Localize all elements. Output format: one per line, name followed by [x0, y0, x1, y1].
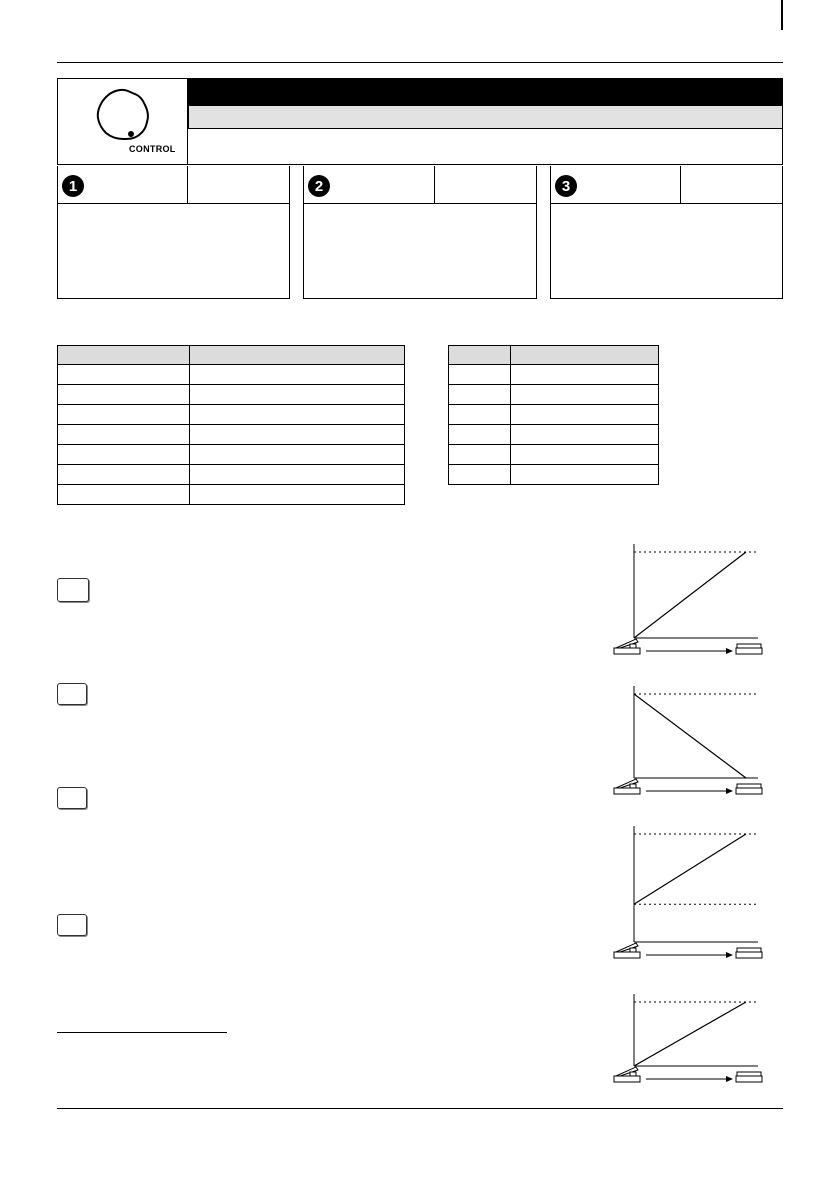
arrow-right-icon: [726, 788, 733, 794]
pedal-curve-graph: [612, 684, 772, 804]
panel-subtitle: [189, 111, 195, 123]
parameter-box-2: [303, 166, 537, 299]
table-row: [449, 465, 659, 485]
arrow-right-icon: [726, 648, 733, 654]
parameter-box-1: [57, 166, 290, 299]
table-row: [58, 465, 405, 485]
parameter-box-3: [550, 166, 783, 299]
arrow-right-icon: [726, 952, 733, 958]
panel-subtitle-bar: [188, 105, 783, 129]
table-row: [58, 385, 405, 405]
key-button-icon: [57, 914, 87, 936]
key-button-icon: [57, 683, 87, 705]
control-label: CONTROL: [129, 144, 176, 154]
pedal-curve-graph: [612, 540, 772, 662]
panel-title: [188, 84, 194, 98]
table-row: [58, 445, 405, 465]
pedal-toe-icon: [736, 644, 762, 654]
key-button-icon: [57, 787, 87, 809]
number-3-circle-icon: [554, 174, 578, 198]
series-line: [634, 834, 746, 904]
pedal-curve-graph: [612, 990, 772, 1090]
table-row: [449, 365, 659, 385]
key-button-icon: [57, 578, 89, 602]
series-line: [634, 552, 746, 638]
table-row: [449, 385, 659, 405]
number-1-circle-icon: [61, 174, 85, 198]
pedal-heel-icon: [614, 779, 640, 794]
footnote-rule: [57, 1032, 227, 1033]
table-row: [58, 485, 405, 505]
settings-table-right: [448, 345, 659, 485]
table-row: [58, 365, 405, 385]
panel-title-bar: [188, 78, 783, 105]
pedal-curve-graph: [612, 824, 772, 966]
pedal-toe-icon: [736, 784, 762, 794]
top-rule: [57, 62, 783, 63]
table-row: [449, 405, 659, 425]
pedal-toe-icon: [736, 948, 762, 958]
series-line: [634, 694, 746, 778]
table-row: [449, 445, 659, 465]
bottom-rule: [57, 1108, 783, 1109]
table-row: [58, 405, 405, 425]
table-header-row: [449, 346, 659, 365]
table-header-row: [58, 346, 405, 365]
table-row: [449, 425, 659, 445]
control-knob-area: [57, 78, 188, 165]
table-row: [58, 425, 405, 445]
svg-text:3: 3: [561, 178, 571, 195]
pedal-toe-icon: [736, 1072, 762, 1082]
arrow-right-icon: [726, 1076, 733, 1082]
series-line: [634, 1002, 746, 1066]
pedal-heel-icon: [614, 639, 640, 654]
settings-table-left: [57, 345, 405, 505]
svg-text:2: 2: [314, 178, 324, 195]
number-2-circle-icon: [307, 174, 331, 198]
page-edge-mark: [781, 0, 783, 30]
svg-text:1: 1: [68, 178, 78, 195]
pedal-heel-icon: [614, 1067, 640, 1082]
pedal-heel-icon: [614, 943, 640, 958]
